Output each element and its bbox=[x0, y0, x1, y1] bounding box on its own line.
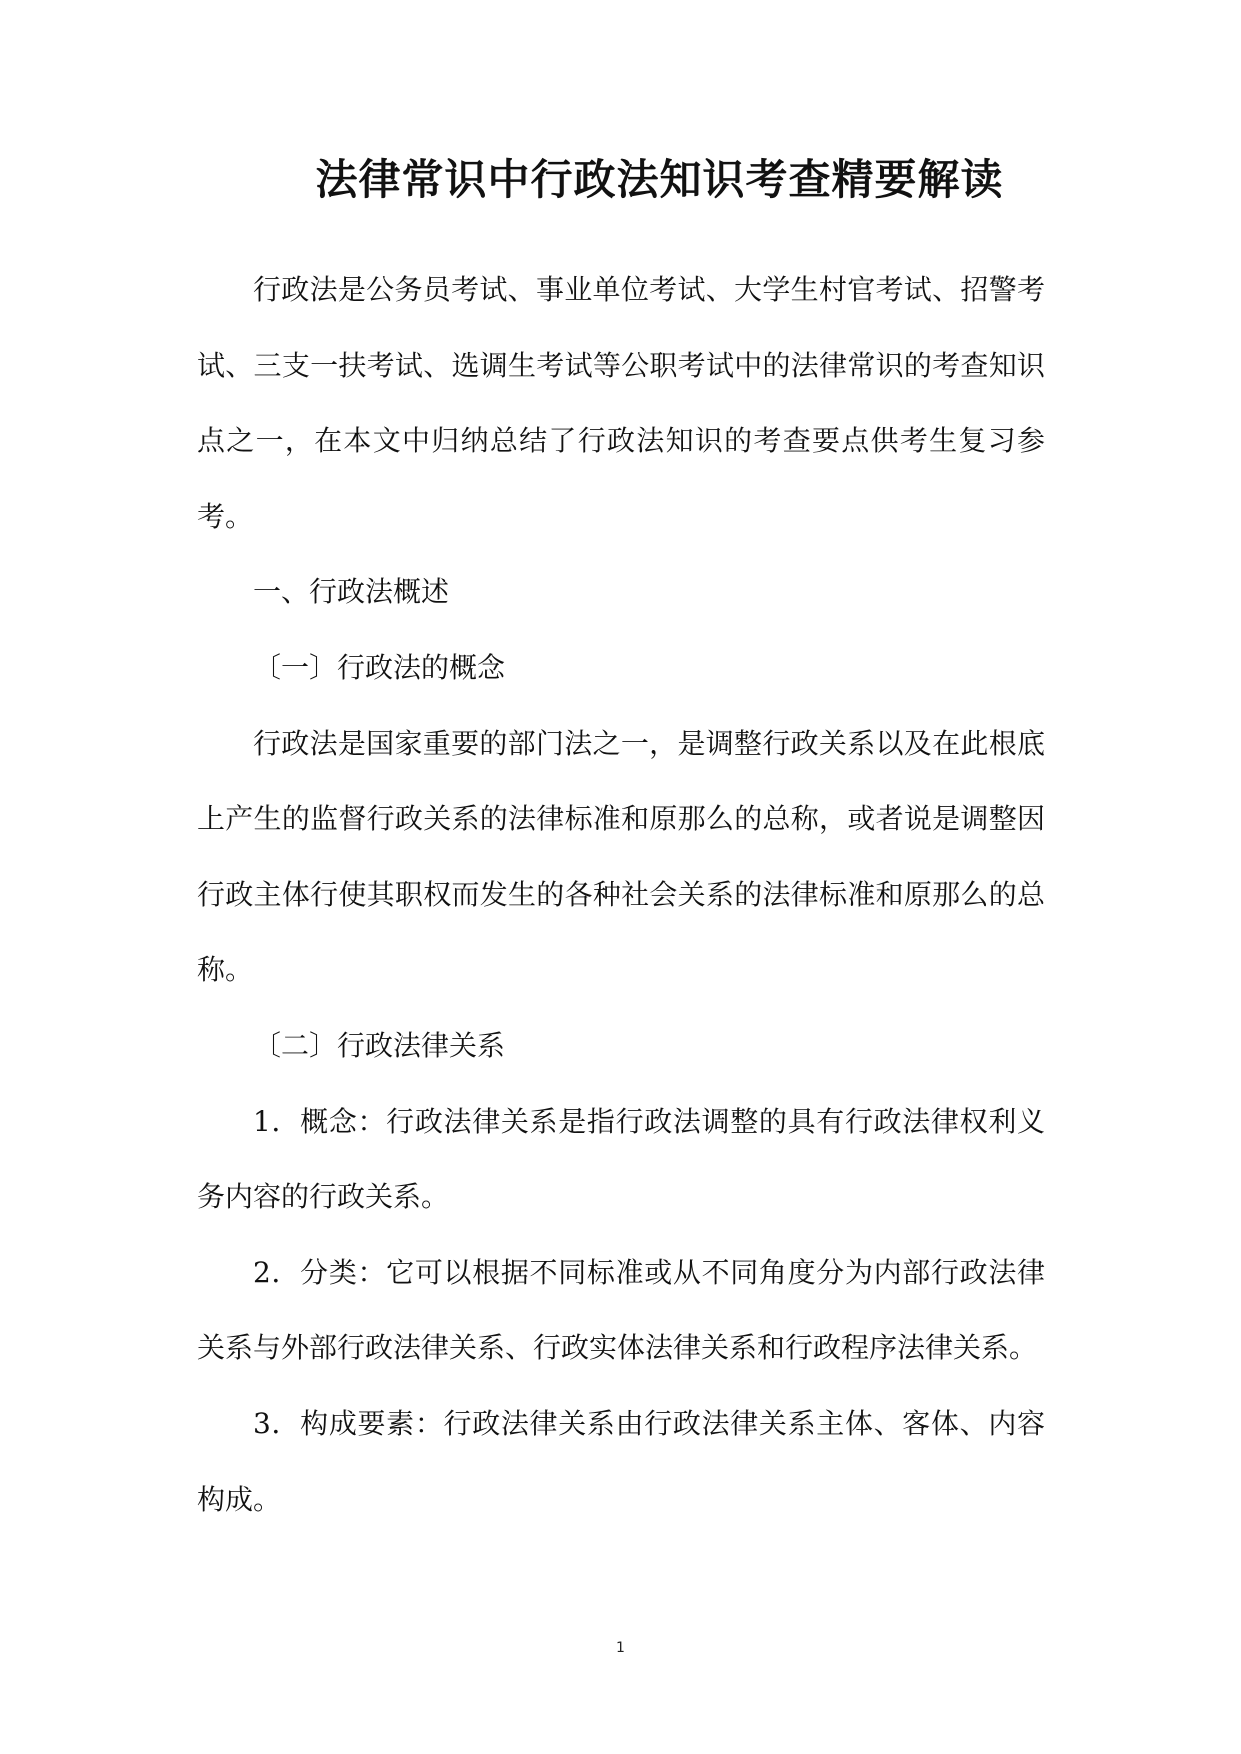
section-heading-overview: 一、行政法概述 bbox=[253, 575, 450, 609]
list-item-classification: 2．分类：它可以根据不同标准或从不同角度分为内部行政法律关系与外部行政法律关系、行政实体法律关系和行政程序法律关系。 bbox=[197, 1255, 1045, 1365]
document-title: 法律常识中行政法知识考查精要解读 bbox=[315, 155, 1004, 204]
subsection-heading-concept: 〔一〕行政法的概念 bbox=[253, 650, 506, 684]
intro-paragraph: 行政法是公务员考试、事业单位考试、大学生村官考试、招警考试、三支一扶考试、选调生考试等公职考试中的法律常识的考查知识点之一，在本文中归纳总结了行政法知识的考查要点供考生复习参考。 bbox=[197, 273, 1045, 533]
concept-paragraph: 行政法是国家重要的部门法之一，是调整行政关系以及在此根底上产生的监督行政关系的法律标准和原那么的总称，或者说是调整因行政主体行使其职权而发生的各种社会关系的法律标准和原那么的总称。 bbox=[197, 726, 1045, 987]
page-number: 1 bbox=[616, 1640, 625, 1656]
list-item-elements: 3．构成要素：行政法律关系由行政法律关系主体、客体、内容构成。 bbox=[197, 1406, 1045, 1516]
subsection-heading-legal-relation: 〔二〕行政法律关系 bbox=[253, 1028, 506, 1062]
document-body bbox=[197, 252, 1045, 1537]
list-item-definition: 1．概念：行政法律关系是指行政法调整的具有行政法律权利义务内容的行政关系。 bbox=[197, 1104, 1045, 1214]
